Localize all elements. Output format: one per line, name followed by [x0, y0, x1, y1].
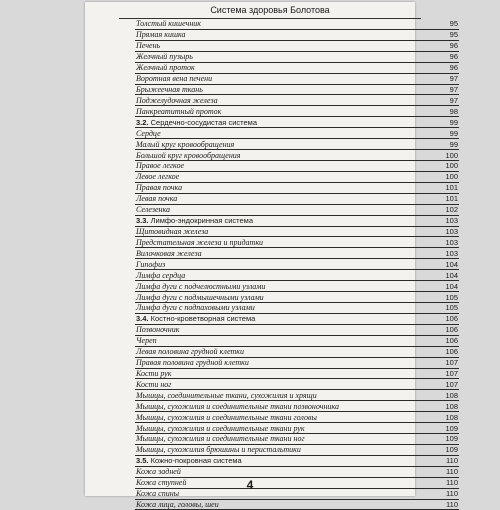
toc-entry-title: Толстый кишечник [136, 19, 202, 29]
toc-entry-row [135, 325, 459, 336]
toc-entry-title: Гипофиз [136, 259, 166, 269]
toc-entry-title: Мышцы, сухожилия и соединительные ткани головы [136, 412, 317, 422]
toc-entry-title [135, 118, 440, 127]
toc-page-number: 99 [449, 128, 458, 138]
toc-section-row [135, 216, 459, 227]
toc-entry-row [135, 52, 459, 63]
toc-entry-row [135, 467, 459, 478]
toc-entry-row [135, 128, 459, 139]
toc-page-number: 108 [445, 390, 458, 400]
toc-entry-row [135, 194, 459, 205]
toc-entry-title: Лимфа дуги с подпаховыми узлами [136, 303, 255, 313]
toc-page-number: 104 [445, 259, 458, 269]
toc-page-number: 108 [445, 401, 458, 411]
toc-section-title: Сердечно-сосудистая система [150, 117, 257, 127]
toc-entry-row [135, 270, 459, 281]
toc-entry-title: Позвоночник [136, 325, 180, 335]
toc-entry-row [135, 358, 459, 369]
toc-section-row [135, 314, 459, 325]
toc-entry-title: Кожа ступней [136, 478, 187, 488]
toc-entry-title: Прямая кишка [136, 30, 186, 40]
toc-entry-row [135, 19, 459, 30]
toc-entry-title: Левое легкое [136, 172, 180, 182]
toc-page-number: 110 [446, 478, 458, 488]
toc-entry-row [135, 30, 459, 41]
toc-entry-title: Малый круг кровообращения [136, 139, 235, 149]
table-of-contents [135, 19, 459, 510]
book-page [85, 2, 458, 510]
toc-page-number: 99 [449, 139, 458, 149]
toc-entry-title: Мышцы, сухожилия и соединительные ткани рук [136, 423, 305, 433]
toc-entry-row [135, 369, 459, 380]
toc-entry-title: Лимфа дуги с подмышечными узлами [136, 292, 264, 302]
toc-entry-row [135, 227, 459, 238]
toc-entry-row [135, 500, 459, 510]
toc-entry-row [135, 347, 459, 358]
toc-entry-title: Мышцы, сухожилия и соединительные ткани ног [136, 434, 305, 444]
toc-page-number: 97 [449, 84, 458, 94]
toc-entry-title: Брыжеечная ткань [136, 84, 203, 94]
toc-entry-row [135, 412, 459, 423]
toc-entry-row [135, 41, 459, 52]
toc-section-title: Кожно-покровная система [150, 456, 242, 466]
toc-page-number: 105 [445, 292, 458, 302]
toc-entry-row [135, 401, 459, 412]
toc-section-row [135, 456, 459, 467]
toc-entry-title: Кости рук [136, 368, 172, 378]
toc-entry-row [135, 74, 459, 85]
toc-page-number: 109 [445, 423, 458, 433]
toc-section-number: 3.4. [136, 314, 149, 324]
toc-page-number: 109 [445, 445, 458, 455]
toc-entry-title [135, 456, 440, 465]
toc-entry-title: Кожа лица, головы, шеи [136, 500, 219, 510]
toc-section-row [135, 117, 459, 128]
toc-page-number: 107 [445, 368, 458, 378]
toc-entry-title: Кожа задней [136, 467, 181, 477]
toc-page-number: 103 [445, 216, 458, 226]
toc-page-number: 101 [445, 183, 458, 193]
toc-page-number: 106 [445, 347, 458, 357]
toc-entry-row [135, 434, 459, 445]
toc-page-number: 99 [449, 117, 458, 127]
toc-entry-row [135, 390, 459, 401]
toc-entry-row [135, 205, 459, 216]
toc-page-number: 106 [445, 314, 458, 324]
toc-page-number: 100 [445, 161, 458, 171]
toc-entry-row [135, 379, 459, 390]
toc-entry-row [135, 95, 459, 106]
toc-page-number: 104 [445, 270, 458, 280]
toc-entry-title: Воротная вена печени [136, 74, 213, 84]
toc-entry-row [135, 106, 459, 117]
toc-entry-row [135, 139, 459, 150]
toc-page-number: 96 [449, 41, 458, 51]
toc-entry-title: Правая почка [136, 183, 183, 193]
toc-section-number: 3.5. [136, 456, 149, 466]
toc-entry-title: Поджелудочная железа [136, 95, 218, 105]
toc-entry-title: Сердце [136, 128, 161, 138]
toc-page-number: 106 [445, 325, 458, 335]
toc-entry-title: Щитовидная железа [136, 226, 209, 236]
toc-entry-title: Лимфа дуги с подчелюстными узлами [136, 281, 266, 291]
toc-page-number: 103 [445, 248, 458, 258]
toc-entry-row [135, 423, 459, 434]
toc-entry-title [135, 216, 440, 225]
page-number: 4 [246, 478, 254, 492]
toc-entry-title: Мышцы, соединительные ткани, сухожилия и хрящи [136, 390, 317, 400]
toc-entry-title: Мышцы, сухожилия и соединительные ткани позвоночника [136, 401, 339, 411]
toc-page-number: 108 [445, 412, 458, 422]
toc-entry-title: Левая почка [136, 194, 178, 204]
toc-entry-row [135, 85, 459, 96]
toc-entry-row [135, 248, 459, 259]
toc-page-number: 110 [446, 500, 458, 510]
toc-entry-title: Лимфа сердца [136, 270, 186, 280]
toc-page-number: 110 [446, 489, 458, 499]
toc-entry-title: Правая половина грудной клетки [136, 358, 249, 368]
toc-page-number: 100 [445, 150, 458, 160]
toc-entry-title: Правое легкое [136, 161, 185, 171]
toc-entry-title: Предстательная железа и придатки [136, 237, 264, 247]
toc-entry-title: Печень [136, 41, 161, 51]
toc-page-number: 95 [449, 30, 458, 40]
toc-entry-title: Большой круг кровообращения [136, 150, 241, 160]
toc-page-number: 95 [449, 19, 458, 29]
toc-page-number: 100 [445, 172, 458, 182]
toc-entry-title: Желчный пузырь [136, 52, 193, 62]
toc-entry-title: Панкреатитный проток [136, 106, 222, 116]
toc-entry-row [135, 303, 459, 314]
running-header: Система здоровья Болотова [119, 4, 421, 19]
toc-entry-row [135, 150, 459, 161]
toc-entry-title: Селезенка [136, 205, 171, 215]
toc-entry-row [135, 292, 459, 303]
toc-page-number: 96 [449, 63, 458, 73]
toc-page-number: 105 [445, 303, 458, 313]
toc-entry-row [135, 172, 459, 183]
toc-page-number: 96 [449, 52, 458, 62]
toc-page-number: 101 [445, 194, 458, 204]
toc-entry-title: Вилочковая железа [136, 248, 202, 258]
toc-page-number: 97 [449, 95, 458, 105]
toc-section-number: 3.2. [136, 117, 149, 127]
toc-page-number: 107 [445, 379, 458, 389]
toc-page-number: 102 [445, 205, 458, 215]
toc-section-title: Костно-кроветворная система [150, 314, 256, 324]
toc-page-number: 107 [445, 358, 458, 368]
toc-entry-title: Череп [136, 336, 157, 346]
toc-page-number: 110 [446, 456, 458, 466]
toc-entry-title: Желчный проток [136, 63, 195, 73]
toc-entry-row [135, 237, 459, 248]
toc-page-number: 97 [449, 74, 458, 84]
toc-page-number: 98 [449, 106, 458, 116]
toc-entry-row [135, 336, 459, 347]
toc-entry-title [135, 314, 440, 323]
toc-page-number: 109 [445, 434, 458, 444]
toc-entry-row [135, 63, 459, 74]
toc-page-number: 103 [445, 237, 458, 247]
toc-entry-row [135, 259, 459, 270]
toc-entry-title: Кости ног [136, 379, 172, 389]
toc-section-title: Лимфо-эндокринная система [150, 216, 254, 226]
toc-entry-title: Мышцы, сухожилия брюшины и перистальтики [136, 445, 301, 455]
toc-page-number: 104 [445, 281, 458, 291]
toc-entry-row [135, 183, 459, 194]
toc-entry-row [135, 445, 459, 456]
toc-entry-title: Кожа спины [136, 489, 180, 499]
toc-entry-row [135, 281, 459, 292]
toc-entry-title: Левая половина грудной клетки [136, 347, 245, 357]
toc-page-number: 103 [445, 226, 458, 236]
toc-entry-row [135, 161, 459, 172]
toc-section-number: 3.3. [136, 216, 149, 226]
toc-page-number: 110 [446, 467, 458, 477]
toc-page-number: 106 [445, 336, 458, 346]
